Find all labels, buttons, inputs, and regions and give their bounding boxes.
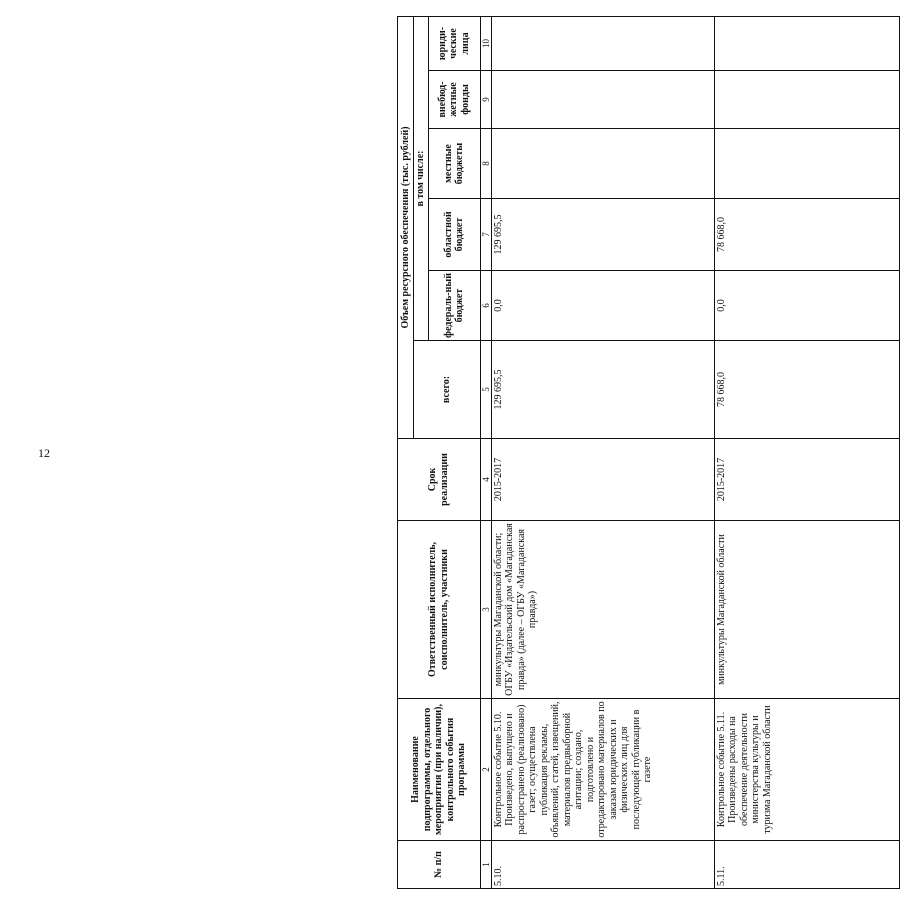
executor-line: минкультуры Магаданской области;	[492, 532, 504, 687]
row-local	[714, 129, 899, 199]
row-period: 2015-2017	[714, 439, 899, 521]
header-federal: федераль-ный бюджет	[428, 271, 480, 341]
header-num: № п/п	[398, 841, 481, 889]
column-number: 2	[480, 699, 491, 841]
row-total: 78 668,0	[714, 341, 899, 439]
resource-table	[397, 16, 900, 889]
column-number: 9	[480, 71, 491, 129]
column-number: 6	[480, 271, 491, 341]
executor-line: ОГБУ «Издательский дом «Магаданская правда» (далее – ОГБУ «Магаданская правда»)	[504, 523, 538, 696]
row-legal	[714, 16, 899, 70]
header-name: Наименование подпрограммы, отдельного мероприятия (при наличии), контрольного события программы	[398, 699, 481, 841]
page-number: 12	[38, 446, 50, 460]
column-number: 1	[480, 841, 491, 889]
header-regional: областной бюджет	[428, 199, 480, 271]
table-row	[714, 16, 899, 888]
table-row	[491, 16, 714, 888]
column-number-row	[480, 16, 491, 888]
header-legal: юриди-ческие лица	[428, 16, 480, 70]
executor-line: минкультуры Магаданской области	[715, 534, 727, 685]
header-extrabudget: внебюд-жетные фонды	[428, 71, 480, 129]
row-extrabudget	[491, 71, 714, 129]
column-number: 4	[480, 439, 491, 521]
row-name: Контрольное событие 5.10. Произведено, выпущено и распространено (реализовано) газет; осуществлена публикация рекламы, объявлений, статей, извещений, материалов предвыборной агитации; создано, подготовлено и отредактировано материалов по заказам юридических и физических лиц для последующей публикации в газете	[491, 699, 714, 841]
row-federal: 0,0	[714, 271, 899, 341]
column-number: 8	[480, 129, 491, 199]
header-total: всего:	[414, 341, 481, 439]
row-name: Контрольное событие 5.11. Произведены расходы на обеспечение деятельности министерства культуры и туризма Магаданской области	[714, 699, 899, 841]
header-executor: Ответственный исполнитель, соисполнитель, участники	[398, 521, 481, 699]
row-num: 5.11.	[714, 841, 899, 889]
column-number: 10	[480, 16, 491, 70]
column-number: 7	[480, 199, 491, 271]
header-local: местные бюджеты	[428, 129, 480, 199]
column-number: 3	[480, 521, 491, 699]
row-executor	[491, 521, 714, 699]
header-volume: Объем ресурсного обеспечения (тыс. рублей)	[398, 16, 414, 438]
row-extrabudget	[714, 71, 899, 129]
row-executor	[714, 521, 899, 699]
row-local	[491, 129, 714, 199]
row-total: 129 695,5	[491, 341, 714, 439]
column-number: 5	[480, 341, 491, 439]
row-regional: 78 668,0	[714, 199, 899, 271]
header-period: Срок реализации	[398, 439, 481, 521]
row-legal	[491, 16, 714, 70]
row-num: 5.10.	[491, 841, 714, 889]
row-regional: 129 695,5	[491, 199, 714, 271]
row-period: 2015-2017	[491, 439, 714, 521]
header-including: в том числе:	[414, 16, 429, 340]
row-federal: 0,0	[491, 271, 714, 341]
